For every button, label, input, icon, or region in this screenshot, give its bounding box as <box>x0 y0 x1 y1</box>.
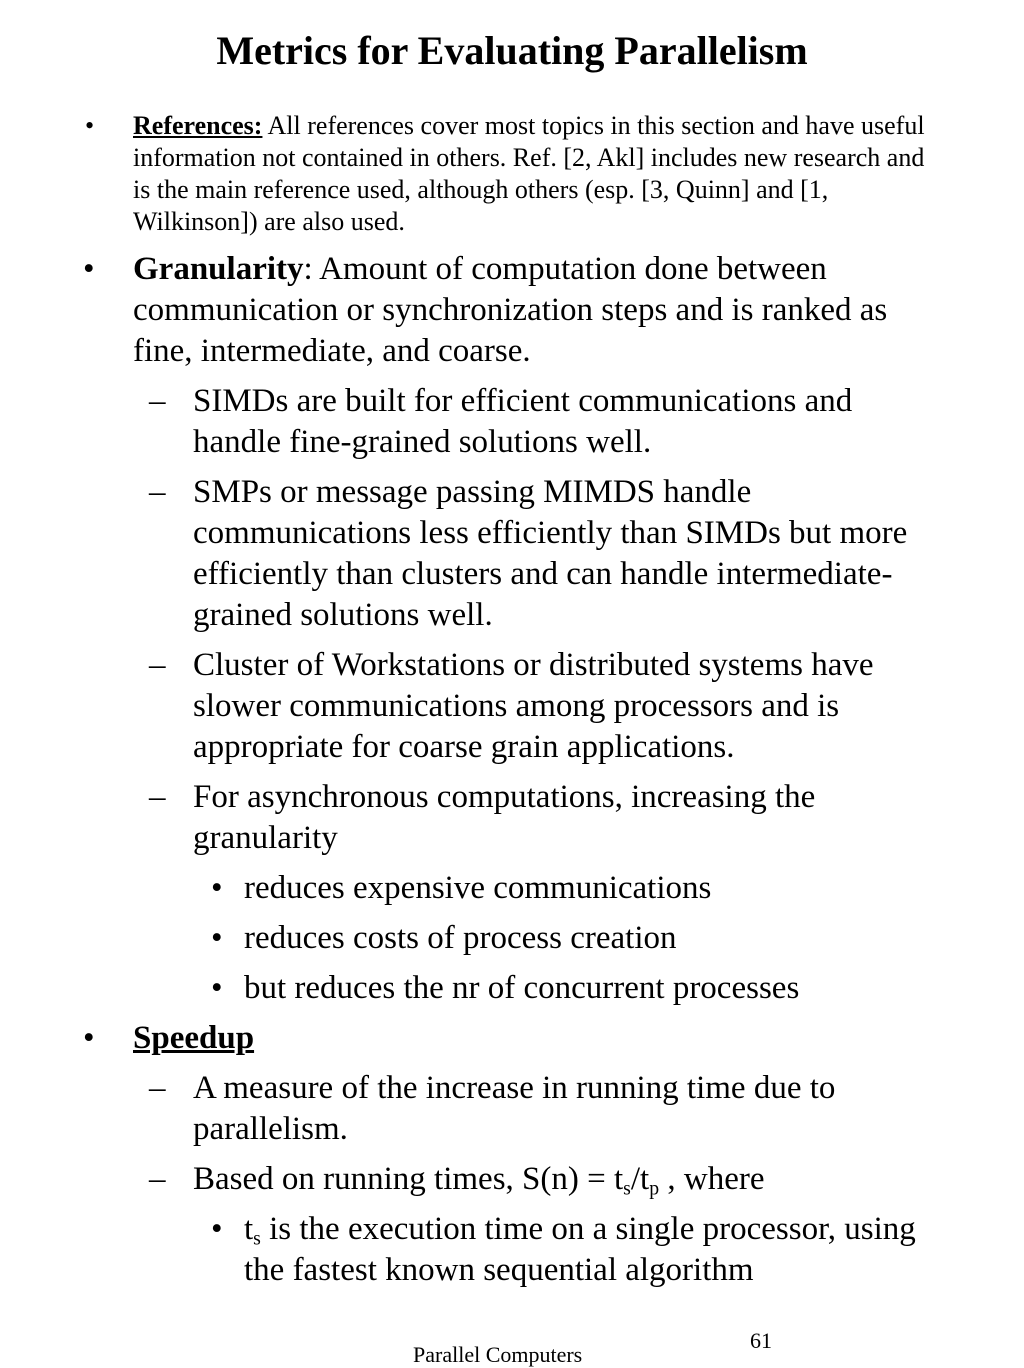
dash-bullet: – <box>149 779 166 815</box>
formula-sub-s: s <box>623 1177 631 1200</box>
list-item-text: SIMDs are built for efficient communications and handle fine-grained solutions well. <box>193 383 853 460</box>
list-item-text: reduces costs of process creation <box>244 920 677 956</box>
references-label: References: <box>133 111 263 140</box>
list-item-text: reduces expensive communications <box>244 870 712 906</box>
bullet: • <box>211 920 223 956</box>
references-text: All references cover most topics in this section and have useful information not contained in others. Ref. [2, Akl] includes new research and is the main reference used, although others (esp. [3, Quinn] and [1, Wilkinson]) are also used. <box>133 111 925 236</box>
formula-prefix: Based on running times, S(n) = t <box>193 1161 624 1197</box>
list-item-text: but reduces the nr of concurrent processes <box>244 970 800 1006</box>
formula-mid: /t <box>630 1161 650 1197</box>
granularity-paragraph <box>83 249 923 372</box>
list-item-text: For asynchronous computations, increasing the granularity <box>193 779 816 856</box>
formula-sub-p: p <box>649 1177 660 1200</box>
footer-title: Parallel Computers <box>413 1342 583 1367</box>
granularity-text: : Amount of computation done between communication or synchronization steps and is ranked as fine, intermediate, and coarse. <box>133 251 888 369</box>
bullet: • <box>83 251 95 287</box>
dash-bullet: – <box>149 1070 166 1106</box>
dash-bullet: – <box>149 474 166 510</box>
bullet: • <box>211 870 223 906</box>
list-item <box>149 645 933 768</box>
ts-sub: s <box>253 1227 261 1250</box>
list-item-text: is the execution time on a single processor, using the fastest known sequential algorithm <box>244 1211 916 1288</box>
formula-suffix: , where <box>659 1161 765 1197</box>
list-item <box>149 777 933 859</box>
dash-bullet: – <box>149 383 166 419</box>
bullet: • <box>83 1020 95 1056</box>
list-item <box>211 868 944 909</box>
page-title: Metrics for Evaluating Parallelism <box>216 28 808 73</box>
ts-symbol: t <box>244 1211 254 1247</box>
dash-bullet: – <box>149 647 166 683</box>
list-item <box>211 1209 944 1291</box>
list-item-text: A measure of the increase in running time due to parallelism. <box>193 1070 836 1147</box>
list-item <box>211 918 944 959</box>
dash-bullet: – <box>149 1161 166 1197</box>
list-item <box>211 968 944 1009</box>
references-paragraph <box>85 110 933 238</box>
bullet: • <box>211 970 223 1006</box>
page-number: 61 <box>750 1328 772 1353</box>
list-item <box>149 472 933 636</box>
list-item <box>149 381 933 463</box>
list-item <box>149 1068 933 1150</box>
list-item-text: SMPs or message passing MIMDS handle communications less efficiently than SIMDs but more efficiently than clusters and can handle intermediate-grained solutions well. <box>193 474 908 633</box>
speedup-paragraph <box>83 1018 923 1059</box>
granularity-label: Granularity <box>133 251 304 287</box>
speedup-label: Speedup <box>133 1020 255 1056</box>
bullet: • <box>85 111 95 140</box>
bullet: • <box>211 1211 223 1247</box>
list-item-text: Cluster of Workstations or distributed systems have slower communications among processors and is appropriate for coarse grain applications. <box>193 647 874 765</box>
speedup-formula-item <box>149 1159 933 1200</box>
